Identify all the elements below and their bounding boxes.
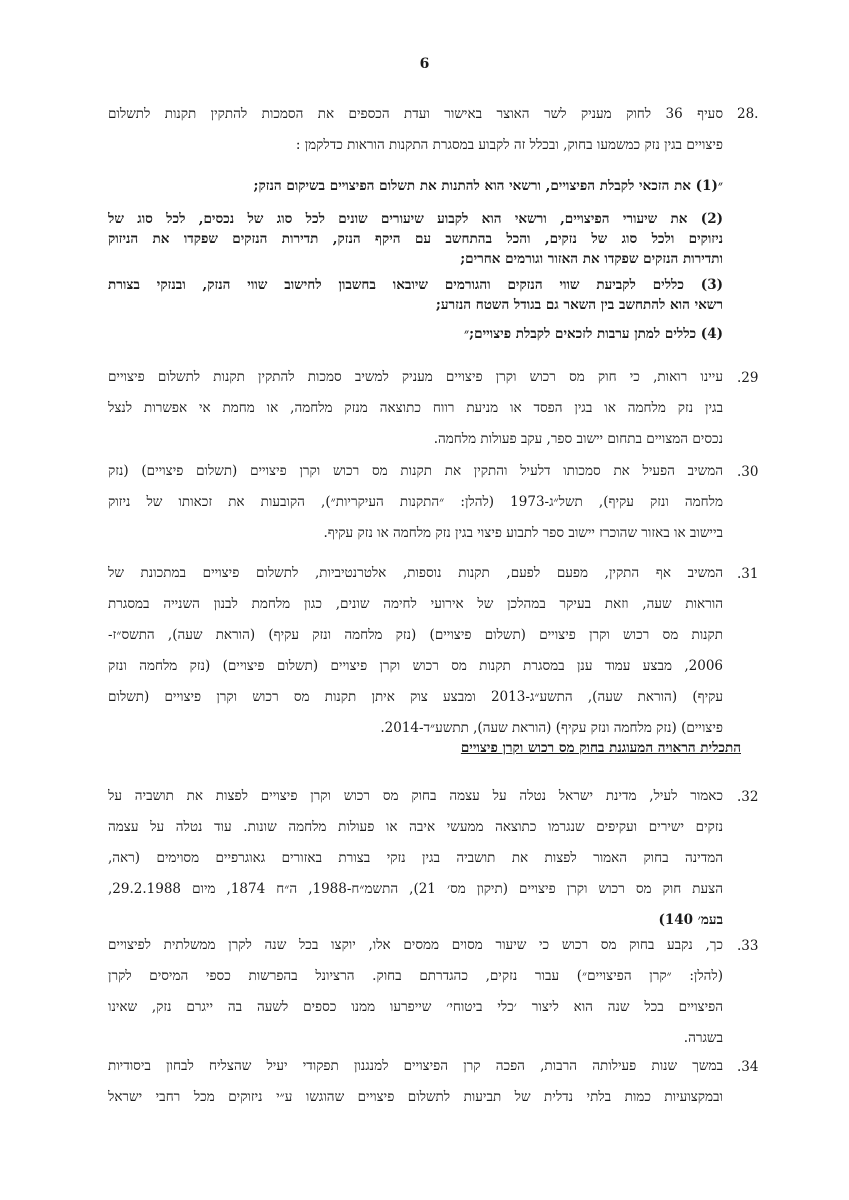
page-number: 6 bbox=[419, 56, 430, 72]
paragraph-31 bbox=[108, 558, 723, 744]
paragraph-line: עקיף) (הוראת שעה), התשע״ג-2013 ומבצע צוק איתן תקנות מס רכוש וקרן פיצויים (תשלום bbox=[108, 689, 723, 705]
paragraph-line: המדינה בחוק האמור לפצות את תושביה בגין נזקי בצורת באזורים גאוגרפיים מסוימים (ראה, bbox=[108, 850, 723, 866]
paragraph-number-28: 28. bbox=[737, 106, 759, 122]
paragraph-line: מלחמה ונזק עקיף), תשל״ג-1973 (להלן: ״התקנות העיקריות״), הקובעות את זכאותו של ניזוק bbox=[108, 494, 723, 510]
paragraph-line: הצעת חוק מס רכוש וקרן פיצויים (תיקון מס׳ 21), התשמ״ח-1988, ה״ח 1874, מיום 29.2.1988, bbox=[108, 881, 723, 897]
sub-clause-line: (4) כללים למתן ערבות לזכאים לקבלת פיצויים;״ bbox=[464, 326, 723, 342]
paragraph-28 bbox=[108, 99, 723, 161]
paragraph-line: (להלן: ״קרן הפיצויים״) עבור נזקים, כהגדרתם בחוק. הרציונל בהפרשות כספי המיסים לקרן bbox=[108, 968, 723, 984]
sub-clause-line: ״(1) את הזכאי לקבלת הפיצויים, ורשאי הוא להתנות את תשלום הפיצויים בשיקום הנזק; bbox=[253, 178, 723, 194]
paragraph-33 bbox=[108, 930, 723, 1054]
paragraph-line: פיצויים בגין נזק כמשמעו בחוק, ובכלל זה לקבוע במסגרת התקנות הוראות כדלקמן : bbox=[295, 137, 723, 153]
paragraph-line: בשגרה. bbox=[683, 1030, 723, 1046]
paragraph-line: סעיף 36 לחוק מעניק לשר האוצר באישור ועדת הכספים את הסמכות להתקין תקנות לתשלום bbox=[108, 106, 723, 122]
paragraph-number-30: .30 bbox=[737, 464, 759, 480]
paragraph-line: פיצויים) (נזק מלחמה ונזק עקיף) (הוראת שעה), תתשע״ד-2014. bbox=[380, 720, 723, 736]
sub-clause-line: (3) כללים לקביעת שווי הנזקים והגורמים שיובאו בחשבון לחישוב שווי הנזק, ובנזקי בצורת bbox=[108, 277, 723, 293]
paragraph-line: הפיצויים בכל שנה הוא ליצור ׳כלי ביטוחי׳ שייפרעו ממנו כספים לשעה בה ייגרם נזק, שאינו bbox=[108, 999, 723, 1015]
sub-clause-line: ותדירות הנזקים שפקדו את האזור וגורמים אחרים; bbox=[460, 251, 723, 267]
sub-clause-2 bbox=[108, 209, 723, 269]
paragraph-number-29: .29 bbox=[737, 370, 759, 386]
paragraph-line: נכסים המצויים בתחום יישוב ספר, עקב פעולות מלחמה. bbox=[433, 431, 723, 447]
paragraph-number-33: .33 bbox=[737, 938, 759, 954]
paragraph-line: ביישוב או באזור שהוכרז יישוב ספר לתבוע פיצוי בגין נזק מלחמה או נזק עקיף. bbox=[323, 525, 723, 541]
paragraph-line: כאמור לעיל, מדינת ישראל נטלה על עצמה בחוק מס רכוש וקרן פיצויים לפצות את תושביה על bbox=[108, 788, 723, 804]
paragraph-34 bbox=[108, 1051, 723, 1113]
paragraph-32 bbox=[108, 781, 723, 936]
sub-clause-1 bbox=[108, 176, 723, 196]
sub-clause-3 bbox=[108, 275, 723, 315]
paragraph-line: נזקים ישירים ועקיפים שנגרמו כתוצאה ממעשי איבה או פעולות מלחמה שונות. עוד נטלה על עצמה bbox=[108, 819, 723, 835]
paragraph-30 bbox=[108, 456, 723, 549]
paragraph-29 bbox=[108, 362, 723, 455]
paragraph-number-32: .32 bbox=[737, 789, 759, 805]
paragraph-line: בגין נזק מלחמה או בגין הפסד או מניעת רווח כתוצאה מנזק מלחמה, או מחמת אי אפשרות לנצל bbox=[108, 400, 723, 416]
paragraph-line: ובמקצועיות כמות בלתי נדלית של תביעות לתשלום פיצויים שהוגשו ע״י ניזוקים מכל רחבי ישראל bbox=[108, 1089, 723, 1105]
sub-clause-line: ניזוקים ולכל סוג של נזקים, והכל בהתחשב עם היקף הנזק, תדירות הנזקים שפקדו את הניזוק bbox=[108, 231, 723, 247]
section-heading: התכלית הראויה המעוגנת בחוק מס רכוש וקרן פיצויים bbox=[460, 740, 741, 756]
paragraph-line: 2006, מבצע עמוד ענן במסגרת תקנות מס רכוש וקרן פיצויים (תשלום פיצויים) (נזק מלחמה ונזק bbox=[108, 658, 723, 674]
paragraph-line: כך, נקבע בחוק מס רכוש כי שיעור מסוים ממסים אלו, יוקצו בכל שנה לקרן ממשלתית לפיצויים bbox=[108, 937, 723, 953]
paragraph-line: במשך שנות פעילותה הרבות, הפכה קרן הפיצויים למנגנון תפקודי יעיל שהצליח לבחון ביסודיות bbox=[108, 1058, 723, 1074]
paragraph-line: תקנות מס רכוש וקרן פיצויים (תשלום פיצויים) (נזק מלחמה ונזק עקיף) (הוראת שעה), התשס״ז- bbox=[108, 627, 723, 643]
paragraph-line: הוראות שעה, וזאת בעיקר במהלכן של אירועי לחימה שונים, כגון מלחמת לבנון השנייה במסגרת bbox=[108, 596, 723, 612]
paragraph-line: עיינו רואות, כי חוק מס רכוש וקרן פיצויים מעניק למשיב סמכות להתקין תקנות לתשלום פיצויים bbox=[108, 369, 723, 385]
sub-clause-line: רשאי הוא להתחשב בין השאר גם בגודל השטח הנזרע; bbox=[435, 297, 723, 313]
sub-clause-4 bbox=[108, 324, 723, 344]
paragraph-number-31: .31 bbox=[737, 566, 759, 582]
sub-clause-line: (2) את שיעורי הפיצויים, ורשאי הוא לקבוע שיעורים שונים לכל סוג של נכסים, לכל סוג של bbox=[108, 211, 723, 227]
paragraph-line: בעמ׳ 140) bbox=[658, 912, 723, 928]
paragraph-number-34: .34 bbox=[737, 1059, 759, 1075]
paragraph-line: המשיב הפעיל את סמכותו דלעיל והתקין את תקנות מס רכוש וקרן פיצויים (תשלום פיצויים) (נזק bbox=[108, 463, 723, 479]
paragraph-line: המשיב אף התקין, מפעם לפעם, תקנות נוספות, אלטרנטיביות, לתשלום פיצויים במתכונת של bbox=[108, 565, 723, 581]
